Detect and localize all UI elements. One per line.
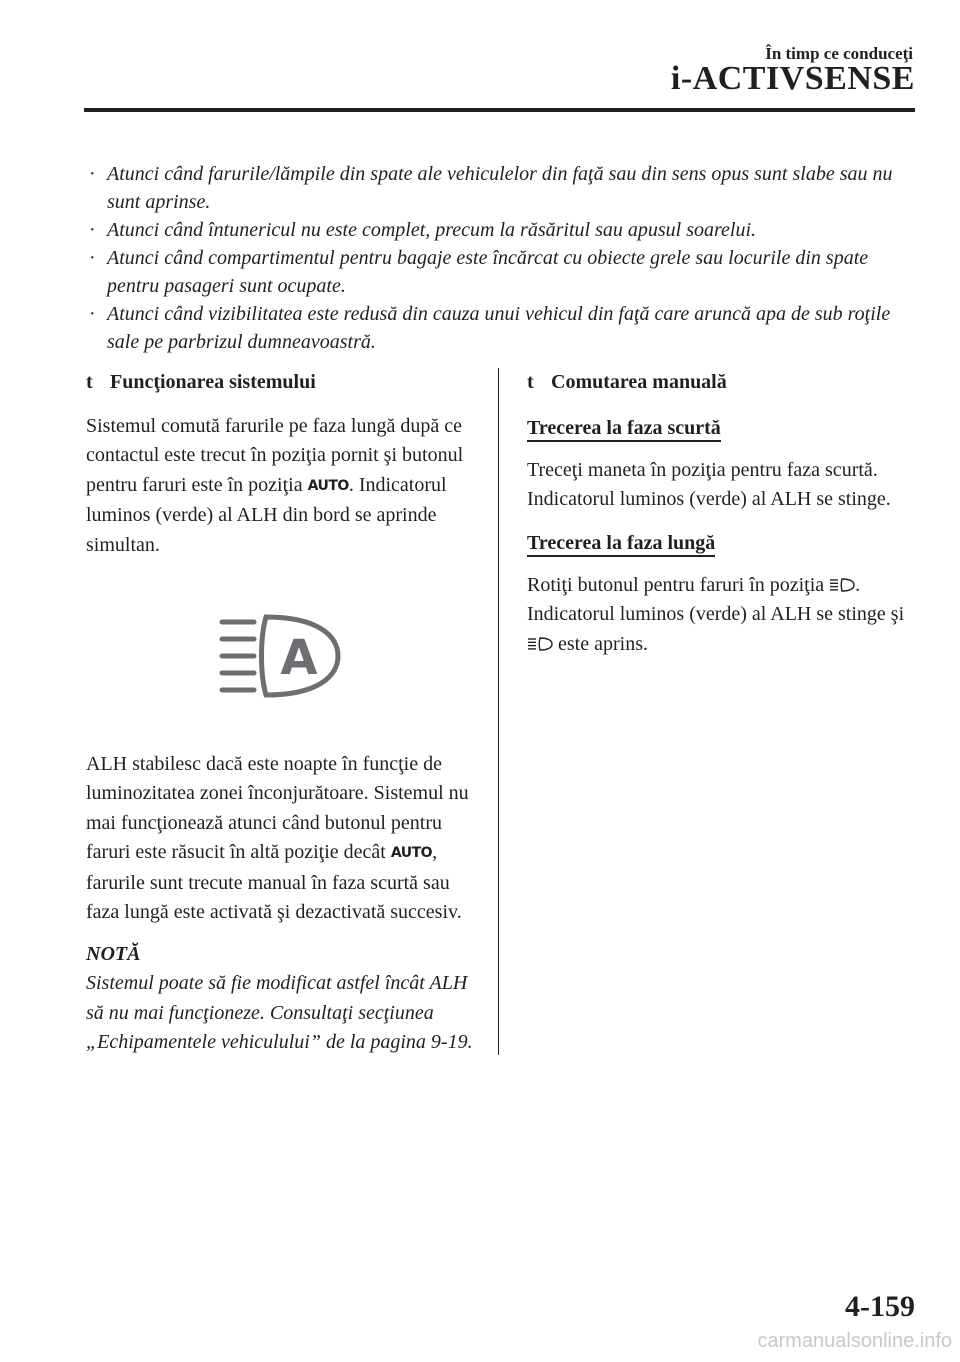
page-number: 4-159 [845,1290,915,1323]
bullet-text: Atunci când vizibilitatea este redusă din cauza unui vehicul din faţă care aruncă apa de sub roţile sale pe parbrizul dumneavoastră. [107,303,891,353]
section-heading-text: Comutarea manuală [551,371,727,393]
bullet-text: Atunci când farurile/lămpile din spate ale vehiculelor din faţă sau din sens opus sunt slabe sau nu sunt aprinse. [107,163,893,213]
paragraph-low-beam: Treceţi maneta în poziţia pentru faza scurtă. Indicatorul luminos (verde) al ALH se stinge. [527,458,891,510]
paragraph-text: , farurile sunt trecute manual în faza scurtă sau faza lungă este activată şi dezactivată succesiv. [86,841,462,923]
header-rule [84,108,915,112]
header-section: În timp ce conduceţi [765,44,913,63]
section-marker: t [86,371,93,393]
bullet-item [87,216,917,244]
paragraph-text: Rotiţi butonul pentru faruri în poziţia [527,573,830,596]
bullet-item [87,300,917,356]
paragraph-text: ALH stabilesc dacă este noapte în funcţie de luminozitatea zonei înconjurătoare. Sistemul nu mai funcţionează atunci când butonul pentru faruri este răsucit în altă poziţie decât [86,752,469,863]
svg-text:A: A [280,630,318,686]
bullet-text: Atunci când compartimentul pentru bagaje este încărcat cu obiecte grele sau locurile din spate pentru pasageri sunt ocupate. [107,247,869,297]
section-marker: t [527,371,534,393]
header-title: i-ACTIVSENSE [670,60,915,97]
bullet-text: Atunci când întunericul nu este complet, precum la răsăritul sau apusul soarelui. [107,219,757,241]
note-text: Sistemul poate să fie modificat astfel încât ALH să nu mai funcţioneze. Consultaţi secţiunea „Echipamentele vehiculului” de la pagina 9-19. [86,972,473,1053]
bullet-dot: · [89,219,96,241]
section-heading-text: Funcţionarea sistemului [110,371,316,393]
paragraph-text: . Indicatorul luminos (verde) al ALH se stinge şi [527,573,905,625]
paragraph-text: Sistemul comută farurile pe faza lungă după ce contactul este trecut în poziţia pornit şi butonul pentru faruri este în poziţia [86,414,464,496]
auto-symbol: AUTO [307,477,349,494]
headlight-icon [527,637,553,651]
paragraph-text: . Indicatorul luminos (verde) al ALH din bord se aprinde simultan. [86,473,447,556]
paragraph-alh [86,750,478,928]
section-heading-manual [527,368,917,398]
subheading-low-beam: Trecerea la faza scurtă [527,416,721,442]
bullet-dot: · [89,163,96,185]
column-divider [498,368,499,1055]
bullet-item [87,244,917,300]
bullet-dot: · [89,303,96,325]
section-heading-system [86,368,478,398]
paragraph-text: este aprins. [553,632,648,655]
paragraph-operation [86,412,478,561]
headlight-icon [829,578,855,592]
bullet-item [87,160,917,216]
bullet-dot: · [89,247,96,269]
subheading-high-beam: Trecerea la faza lungă [527,531,715,557]
auto-high-beam-icon [218,614,342,700]
note-label: NOTĂ [86,942,141,965]
paragraph-high-beam [527,571,917,660]
bullet-list [87,160,917,356]
auto-symbol: AUTO [390,845,433,861]
left-column [86,368,478,1058]
right-column [527,368,917,671]
watermark: carmanualsonline.info [757,1330,952,1352]
